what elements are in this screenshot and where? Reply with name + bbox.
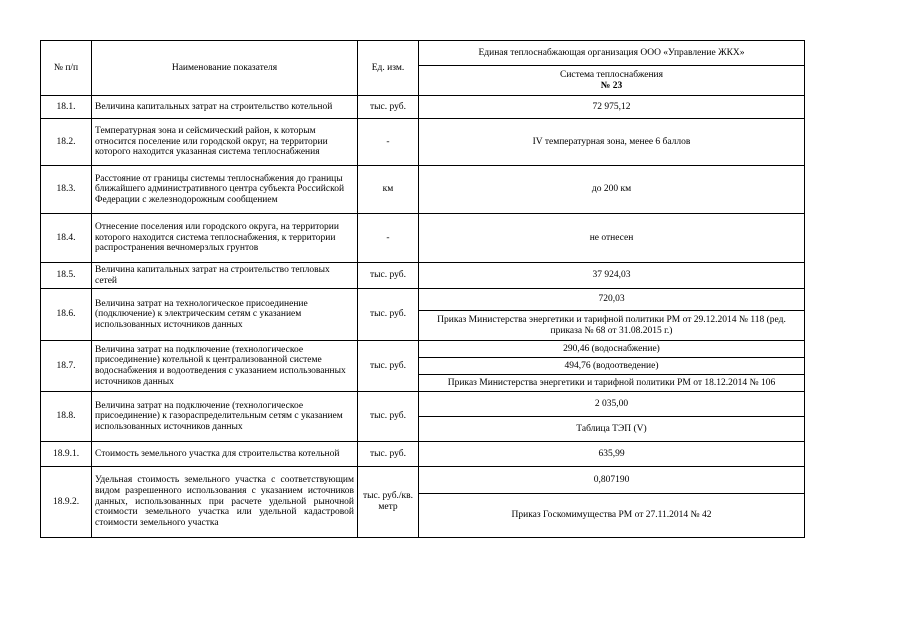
- header-unit: Ед. изм.: [358, 41, 419, 96]
- table-row: [41, 341, 805, 358]
- row-num: 18.7.: [41, 341, 92, 392]
- row-name: Величина затрат на подключение (технологическое присоединение) к газораспределительным сетям с указанием использованных источников данных: [92, 392, 358, 442]
- row-source: Таблица ТЭП (V): [419, 417, 805, 442]
- indicators-table: [40, 40, 805, 538]
- row-source: Приказ Министерства энергетики и тарифной политики РМ от 29.12.2014 № 118 (ред. приказа № 68 от 31.08.2015 г.): [419, 311, 805, 341]
- header-num: № п/п: [41, 41, 92, 96]
- row-num: 18.1.: [41, 96, 92, 119]
- row-unit: км: [358, 166, 419, 214]
- row-unit: -: [358, 214, 419, 263]
- row-name: Температурная зона и сейсмический район, к которым относится поселение или городской округ, на территории которого находится указанная система теплоснабжения: [92, 119, 358, 166]
- row-name: Величина затрат на технологическое присоединение (подключение) к электрическим сетям с указанием использованных источников данных: [92, 289, 358, 341]
- table-row: [41, 263, 805, 289]
- row-value: 720,03: [419, 289, 805, 311]
- row-name: Величина капитальных затрат на строительство котельной: [92, 96, 358, 119]
- row-unit: тыс. руб.: [358, 96, 419, 119]
- row-value: 37 924,03: [419, 263, 805, 289]
- table-row: [41, 289, 805, 311]
- header-system: [419, 66, 805, 96]
- table-row: [41, 392, 805, 417]
- row-num: 18.2.: [41, 119, 92, 166]
- row-value-2: 494,76 (водоотведение): [419, 358, 805, 375]
- row-num: 18.8.: [41, 392, 92, 442]
- row-source: Приказ Госкомимущества РМ от 27.11.2014 № 42: [419, 494, 805, 538]
- row-unit: тыс. руб.: [358, 392, 419, 442]
- row-name: Величина капитальных затрат на строительство тепловых сетей: [92, 263, 358, 289]
- row-num: 18.6.: [41, 289, 92, 341]
- row-name: Отнесение поселения или городского округа, на территории которого находится система теплоснабжения, к территории распространения вечномерзлых грунтов: [92, 214, 358, 263]
- system-number: № 23: [600, 80, 623, 91]
- row-name: Удельная стоимость земельного участка с соответствующим видом разрешенного использования с указанием источников данных, использованных при расчете удельной рыночной стоимости земельного участка или удельной кадастровой стоимости земельного участка: [92, 467, 358, 538]
- table-row: [41, 96, 805, 119]
- row-value: 635,99: [419, 442, 805, 467]
- table-row: [41, 467, 805, 494]
- row-value: 0,807190: [419, 467, 805, 494]
- header-row: [41, 41, 805, 66]
- row-num: 18.3.: [41, 166, 92, 214]
- row-num: 18.5.: [41, 263, 92, 289]
- row-value: до 200 км: [419, 166, 805, 214]
- system-label: Система теплоснабжения: [559, 69, 664, 80]
- table-row: [41, 442, 805, 467]
- row-value: не отнесен: [419, 214, 805, 263]
- row-num: 18.9.1.: [41, 442, 92, 467]
- table-row: [41, 119, 805, 166]
- header-org: Единая теплоснабжающая организация ООО «Управление ЖКХ»: [419, 41, 805, 66]
- row-unit: тыс. руб.: [358, 289, 419, 341]
- row-name: Величина затрат на подключение (технологическое присоединение) котельной к централизованной системе водоснабжения и водоотведения с указанием использованных источников данных: [92, 341, 358, 392]
- row-name: Расстояние от границы системы теплоснабжения до границы ближайшего административного центра субъекта Российской Федерации с железнодорожным сообщением: [92, 166, 358, 214]
- row-source: Приказ Министерства энергетики и тарифной политики РМ от 18.12.2014 № 106: [419, 375, 805, 392]
- row-unit: тыс. руб.: [358, 341, 419, 392]
- row-value: 2 035,00: [419, 392, 805, 417]
- row-value: IV температурная зона, менее 6 баллов: [419, 119, 805, 166]
- table-row: [41, 166, 805, 214]
- row-num: 18.9.2.: [41, 467, 92, 538]
- header-name: Наименование показателя: [92, 41, 358, 96]
- row-unit: тыс. руб.: [358, 263, 419, 289]
- row-num: 18.4.: [41, 214, 92, 263]
- table-row: [41, 214, 805, 263]
- row-value: 72 975,12: [419, 96, 805, 119]
- row-unit: тыс. руб.: [358, 442, 419, 467]
- row-value: 290,46 (водоснабжение): [419, 341, 805, 358]
- row-name: Стоимость земельного участка для строительства котельной: [92, 442, 358, 467]
- row-unit: -: [358, 119, 419, 166]
- row-unit: тыс. руб./кв. метр: [358, 467, 419, 538]
